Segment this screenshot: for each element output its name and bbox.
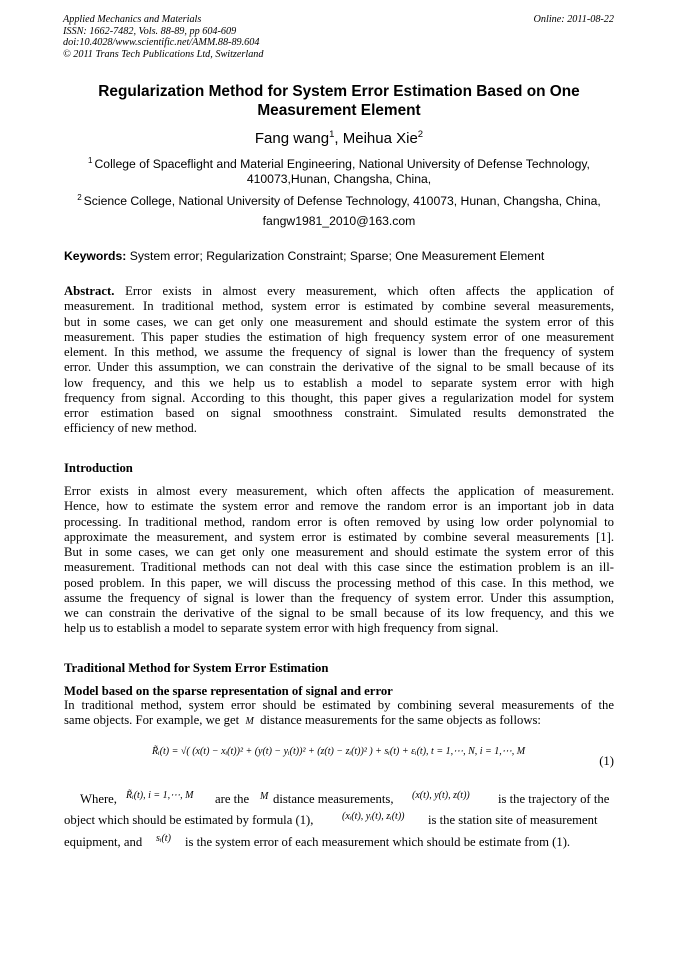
keywords [64, 249, 620, 264]
section-heading-traditional: Traditional Method for System Error Estimation [64, 661, 329, 675]
intro-line: assume the frequency of signal is lower than the frequency of system error. Under this assumption, [64, 590, 614, 605]
equation-number: (1) [599, 754, 614, 768]
author-2: Meihua Xie [342, 130, 418, 147]
author-1: Fang wang [254, 130, 330, 147]
doi: doi:10.4028/www.scientific.net/AMM.88-89.604 [63, 37, 260, 49]
abstract-line: element. In this method, we assume the frequency of signal is lower than the frequency of system [64, 345, 614, 359]
abstract-line: efficiency of new method. [64, 421, 197, 436]
intro-line: But in some cases, we can get only one measurement and should estimate the system error of this [64, 545, 614, 559]
abstract-line: Abstract. Error exists in almost every measurement, which often affects the application of [64, 284, 614, 298]
abstract-line: error estimation based on signal smoothness constraint. Simulated results demonstrated the [64, 406, 614, 420]
intro-line: processing. In traditional method, random error is often removed by using low order polynomial to [64, 514, 614, 529]
intro-line: posed problem. In this paper, we will discuss the processing method of this case. In this method, we [64, 575, 614, 590]
math-trajectory: (x(t), y(t), z(t)) [412, 790, 470, 801]
introduction-body [64, 484, 614, 637]
intro-line: Hence, how to estimate the system error and remove the random error is an important job in data [64, 499, 614, 514]
equation-rhs: √( (x(t) − xᵢ(t))² + (y(t) − yᵢ(t))² + (z(t) − zᵢ(t))² ) + sᵢ(t) + εᵢ(t), t = 1,⋯, N, i = 1,⋯, M [180, 746, 526, 757]
intro-line: Error exists in almost every measurement, which often affects the application of measurement. [64, 484, 614, 498]
abstract-line: error. Under this assumption, we can constrain the derivative of the signal to be small because of its [64, 360, 614, 375]
journal-header [63, 14, 614, 60]
author-2-sup: 2 [417, 129, 424, 140]
abstract-line: low frequency, and this we help us to establish a model to separate system error with high [64, 375, 614, 390]
model-line-2: same objects. For example, we get M distance measurements for the same objects as follows: [64, 713, 541, 728]
affiliation-2 [60, 194, 618, 209]
math-var-m: M [245, 716, 254, 728]
intro-line: we can constrain the derivative of the signal to be small because of its low frequency, and this we [64, 606, 614, 620]
affiliation-2-text: Science College, National University of Defense Technology, 410073, Hunan, Changsha, China, [83, 194, 601, 208]
affiliation-1-line-2: 410073,Hunan, Changsha, China, [246, 172, 432, 186]
author-1-sup: 1 [329, 129, 335, 140]
issn: ISSN: 1662-7482, Vols. 88-89, pp 604-609 [63, 25, 237, 37]
math-station: (xᵢ(t), yᵢ(t), zᵢ(t)) [342, 811, 405, 822]
introduction-heading: Introduction [64, 461, 133, 475]
equation-1 [152, 745, 525, 759]
keywords-text: System error; Regularization Constraint; Sparse; One Measurement Element [126, 249, 545, 263]
abstract [64, 284, 614, 437]
affiliation-2-sup: 2 [77, 193, 82, 202]
intro-line: measurement. Traditional methods can not deal with this case since the estimation problem is an ill- [64, 560, 614, 575]
model-line-1: In traditional method, system error should be estimated by combining several measurements of the [64, 698, 614, 712]
affiliation-1-sup: 1 [88, 156, 93, 165]
abstract-line: measurement. In traditional method, system error is estimated by combine several measurements, [64, 299, 614, 314]
abstract-line: but in some cases, we can get only one measurement and should estimate the system error of this [64, 314, 614, 329]
author-email: fangw1981_2010@163.com [262, 214, 416, 228]
title-line-1: Regularization Method for System Error Estimation Based on One [98, 83, 580, 100]
journal-name: Applied Mechanics and Materials [63, 14, 202, 25]
title-line-2: Measurement Element [257, 102, 421, 119]
abstract-label: Abstract. [64, 284, 115, 298]
affiliation-1-line-1: College of Spaceflight and Material Engineering, National University of Defense Technology, [94, 157, 590, 171]
equation-lhs: R̃ᵢ(t) = [152, 746, 181, 757]
abstract-line: frequency from signal. According to this thought, this paper gives a regularization model for system [64, 390, 614, 405]
author-separator: , [334, 130, 343, 147]
math-r-tilde: R̃ᵢ(t), i = 1,⋯, M [126, 790, 194, 801]
paper-title [60, 82, 618, 120]
model-body [64, 698, 614, 729]
online-date: Online: 2011-08-22 [533, 14, 614, 25]
subsection-heading-model: Model based on the sparse representation of signal and error [64, 684, 393, 698]
copyright: © 2011 Trans Tech Publications Ltd, Switzerland [63, 48, 264, 60]
abstract-line: measurement. This paper studies the estimation of high frequency system error of one measurement [64, 329, 614, 344]
intro-line: help us to establish a model to separate system error with high frequency from signal. [64, 621, 499, 636]
where-label: Where, [80, 792, 117, 806]
authors [60, 130, 618, 148]
math-var-m-2: M [260, 791, 269, 802]
keywords-label: Keywords: [64, 249, 127, 263]
affiliation-1 [60, 157, 618, 187]
intro-line: approximate the measurement, and system error is estimated by combine several measurements [1]. [64, 529, 614, 544]
math-system-error: sᵢ(t) [156, 833, 171, 844]
